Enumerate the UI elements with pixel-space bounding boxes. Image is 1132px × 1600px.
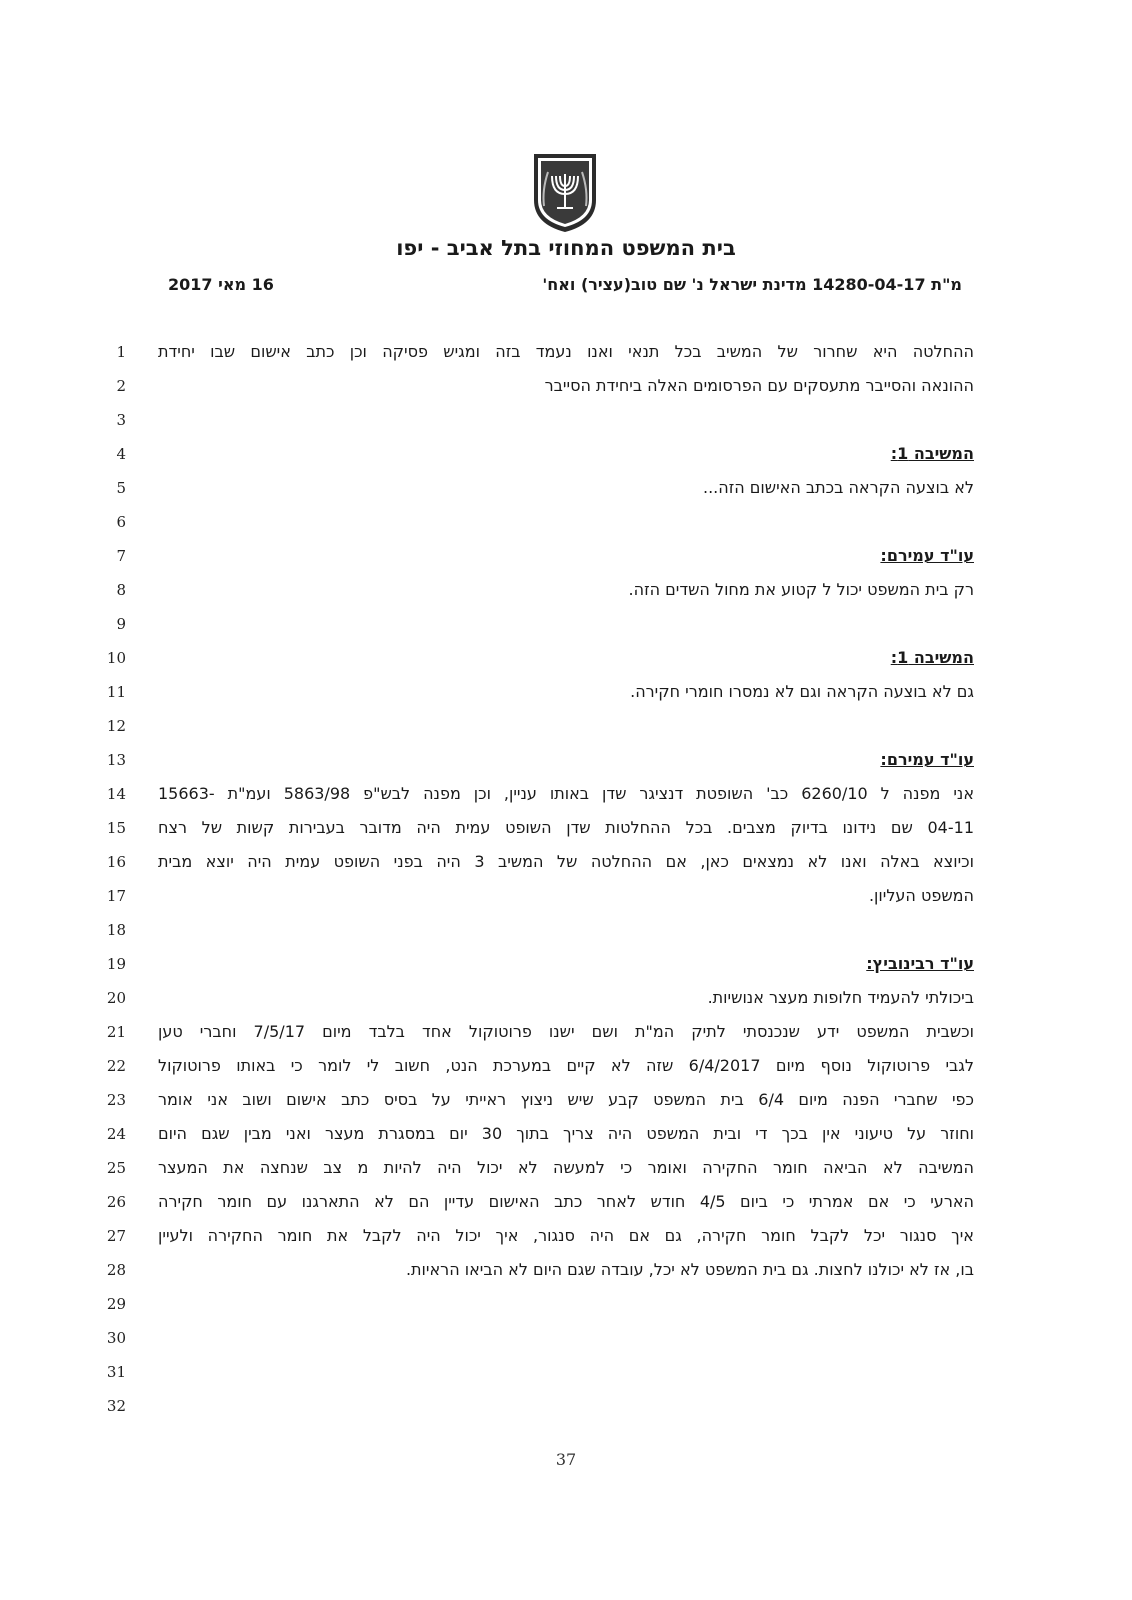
speaker-heading: המשיבה 1:	[890, 648, 974, 667]
transcript-line	[0, 1187, 1132, 1221]
transcript-line	[0, 983, 1132, 1017]
transcript-line	[0, 575, 1132, 609]
line-text: ההחלטה היא שחרור של המשיב בכל תנאי ואנו נעמד בזה ומגיש פסיקה וכן כתב אישום שבו יחידת	[158, 342, 974, 361]
line-text: ההונאה והסייבר מתעסקים עם הפרסומים האלה ביחידת הסייבר	[544, 376, 974, 395]
page-number: 37	[555, 1450, 577, 1469]
transcript-line	[0, 1255, 1132, 1289]
line-text: רק בית המשפט יכול ל קטוע את מחול השדים הזה.	[628, 580, 974, 599]
line-number: 6	[116, 513, 126, 531]
transcript-line	[0, 507, 1132, 541]
line-text: וכשבית המשפט ידע שנכנסתי לתיק המ"ת ושם ישנו פרוטוקול אחד בלבד מיום 7/5/17 וחברי טען	[158, 1022, 974, 1041]
document-date: 16 מאי 2017	[168, 275, 274, 294]
line-number: 16	[106, 853, 126, 871]
transcript-line	[0, 745, 1132, 779]
line-text: בו, אז לא יכולנו לחצות. גם בית המשפט לא יכל, עובדה שגם היום לא הביאו הראיות.	[405, 1260, 974, 1279]
case-line: מ"ת 14280-04-17 מדינת ישראל נ' שם טוב(עציר) ואח'	[542, 275, 962, 294]
line-number: 28	[106, 1261, 126, 1279]
speaker-heading: עו"ד עמירם:	[880, 750, 974, 769]
speaker-heading: עו"ד רבינוביץ:	[866, 954, 974, 973]
line-number: 23	[106, 1091, 126, 1109]
speaker-heading: עו"ד עמירם:	[880, 546, 974, 565]
transcript-line	[0, 1153, 1132, 1187]
transcript-line	[0, 779, 1132, 813]
line-number: 7	[116, 547, 126, 565]
line-number: 5	[116, 479, 126, 497]
line-text: הארעי כי אם אמרתי כי ביום 4/5 חודש לאחר כתב האישום עדיין הם לא התארגנו עם חומר חקירה	[158, 1192, 974, 1211]
line-number: 22	[106, 1057, 126, 1075]
line-text: לא בוצעה הקראה בכתב האישום הזה...	[703, 478, 974, 497]
line-number: 32	[106, 1397, 126, 1415]
transcript-line	[0, 1357, 1132, 1391]
transcript-line	[0, 949, 1132, 983]
transcript-line	[0, 371, 1132, 405]
transcript-line	[0, 847, 1132, 881]
line-text: וחוזר על טיעוני אין בכך די ובית המשפט היה צריך בתוך 30 יום במסגרת מעצר ואני מבין שגם היום	[158, 1124, 974, 1143]
line-number: 27	[106, 1227, 126, 1245]
line-text: ביכולתי להעמיד חלופות מעצר אנושיות.	[707, 988, 974, 1007]
transcript-line	[0, 813, 1132, 847]
transcript-line	[0, 1051, 1132, 1085]
court-name: בית המשפט המחוזי בתל אביב - יפו	[396, 236, 736, 260]
line-text: כפי שחברי הפנה מיום 6/4 בית המשפט קבע שיש ניצוץ ראייתי על בסיס כתב אישום ושוב אני אומר	[158, 1090, 974, 1109]
transcript-body	[0, 337, 1132, 1425]
line-number: 15	[106, 819, 126, 837]
line-number: 24	[106, 1125, 126, 1143]
transcript-line	[0, 1017, 1132, 1051]
line-number: 18	[106, 921, 126, 939]
line-text: המשפט העליון.	[868, 886, 974, 905]
line-number: 31	[106, 1363, 126, 1381]
line-text: לגבי פרוטוקול נוסף מיום 6/4/2017 שזה לא קיים במערכת הנט, חשוב לי לומר כי באותו פרוטוקול	[158, 1056, 974, 1075]
line-number: 19	[106, 955, 126, 973]
line-number: 10	[106, 649, 126, 667]
state-emblem-icon	[526, 150, 604, 234]
transcript-line	[0, 473, 1132, 507]
line-number: 3	[116, 411, 126, 429]
line-number: 21	[106, 1023, 126, 1041]
transcript-line	[0, 1289, 1132, 1323]
transcript-line	[0, 915, 1132, 949]
line-text: וכיוצא באלה ואנו לא נמצאים כאן, אם ההחלטה של המשיב 3 היה בפני השופט עמית היה יוצא מבית	[158, 852, 974, 871]
line-number: 14	[106, 785, 126, 803]
line-number: 26	[106, 1193, 126, 1211]
transcript-line	[0, 405, 1132, 439]
transcript-line	[0, 609, 1132, 643]
line-text: איך סנגור יכל לקבל חומר חקירה, גם אם היה סנגור, איך יכול היה לקבל את חומר החקירה ולעיין	[158, 1226, 974, 1245]
line-number: 25	[106, 1159, 126, 1177]
transcript-line	[0, 337, 1132, 371]
transcript-line	[0, 439, 1132, 473]
line-text: 04-11 שם נידונו בדיוק מצבים. בכל ההחלטות שדן השופט עמית היה מדובר בעבירות קשות של רצח	[158, 818, 974, 837]
transcript-line	[0, 1391, 1132, 1425]
line-number: 2	[116, 377, 126, 395]
line-number: 30	[106, 1329, 126, 1347]
transcript-line	[0, 881, 1132, 915]
transcript-line	[0, 643, 1132, 677]
line-number: 12	[106, 717, 126, 735]
line-number: 17	[106, 887, 126, 905]
line-number: 8	[116, 581, 126, 599]
line-number: 9	[116, 615, 126, 633]
transcript-line	[0, 711, 1132, 745]
transcript-line	[0, 1119, 1132, 1153]
line-text: המשיבה לא הביאה חומר החקירה ואומר כי למעשה לא יכול היה להיות מ צב שנחצה את המעצר	[158, 1158, 974, 1177]
transcript-line	[0, 541, 1132, 575]
transcript-line	[0, 677, 1132, 711]
line-number: 1	[116, 343, 126, 361]
line-number: 20	[106, 989, 126, 1007]
speaker-heading: המשיבה 1:	[890, 444, 974, 463]
line-number: 13	[106, 751, 126, 769]
line-number: 11	[106, 683, 126, 701]
line-number: 29	[106, 1295, 126, 1313]
transcript-line	[0, 1085, 1132, 1119]
transcript-line	[0, 1323, 1132, 1357]
line-number: 4	[116, 445, 126, 463]
transcript-line	[0, 1221, 1132, 1255]
line-text: אני מפנה ל 6260/10 כב' השופטת דנציגר שדן באותו עניין, וכן מפנה לבש"פ 5863/98 ועמ"ת -15663	[158, 784, 974, 803]
line-text: גם לא בוצעה הקראה וגם לא נמסרו חומרי חקירה.	[630, 682, 974, 701]
